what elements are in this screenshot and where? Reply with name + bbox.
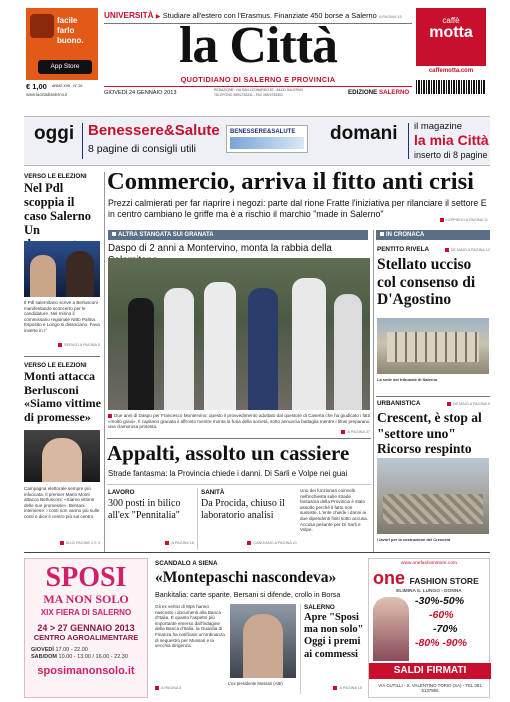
side-headline[interactable]: Apre "Sposi ma non solo" Oggi i premi ai commessi [304, 612, 364, 660]
appalti-sub2-kicker: SANITÀ [201, 489, 225, 496]
appalti-sub1-kicker: LAVORO [108, 489, 135, 496]
building [387, 332, 479, 362]
left-story2-page [24, 541, 100, 545]
lead-page [380, 218, 488, 222]
left-story2-kicker: VERSO LE ELEZIONI [24, 362, 87, 369]
page-marker-icon [155, 686, 159, 690]
appalti-sub1-headline[interactable]: 300 posti in bilico all'ex "Pennitalia" [108, 498, 181, 521]
coffee-url[interactable]: caffemotta.com [428, 68, 474, 74]
promo-insert-image [230, 137, 304, 149]
address-line-2: TELEFONO 089/2783311 - FAX 089/2783302 [214, 93, 283, 97]
right-story1-headline[interactable]: Stellato ucciso col consenso di D'Agostino [377, 256, 476, 308]
tag-marker-icon [112, 232, 116, 236]
lead-page-text: LOPPIEDO A PAGINA 11 [445, 218, 488, 222]
construction-site [383, 494, 483, 524]
left-divider [24, 356, 100, 357]
left-story2-headline[interactable]: Monti attacca Berlusconi «Siamo vittime di promesse» [24, 369, 101, 424]
page-marker-icon [165, 541, 169, 545]
discount-3: -70% [433, 623, 458, 635]
ad-line-1: facile [57, 16, 78, 25]
address-line-1: REDAZIONE: VIA SAN LEONARDO 52 - 84131 SALERNO [214, 88, 304, 92]
sposi-subtitle: XIX FIERA DI SALERNO [40, 608, 132, 617]
website[interactable]: www.lacittadisalerno.it [26, 92, 68, 97]
sposi-title-2: MA NON SOLO [43, 592, 129, 606]
promo-insert-badge: BENESSERE&SALUTE [230, 129, 296, 135]
appalti-sub2-headline[interactable]: Da Procida, chiuso il laboratorio analisi [201, 498, 285, 521]
hours-time-2: 10.00 - 13.00 / 16.00 - 22.30 [58, 654, 128, 660]
photo-story-caption-text: Due anni di Daspo per Francesco Montervino: questo il provvedimento adottato dal questore di Caserta che ha giudicato i fatti «molto gravi». Il capitano granata il affronto mentre monta la furia della società, sotto annuncia battaglia mentre i tifosi preparano una clamorosa protesta. [108, 413, 370, 430]
fashion-ad[interactable] [368, 558, 490, 698]
fashion-brand [373, 568, 489, 589]
mps-side-rule [300, 604, 301, 694]
page-marker-icon [247, 541, 251, 545]
crescent-photo [377, 458, 489, 534]
center-column-rule [373, 230, 374, 552]
promo-tomorrow-title: la mia Città [414, 132, 489, 148]
right-story1-kicker: PENTITO RIVELA [377, 246, 430, 253]
app-icon [30, 14, 54, 38]
tribunal-photo [377, 318, 489, 374]
right-story2-page-text: DE MAIO A PAGINA 9 [452, 402, 490, 406]
edition-city: SALERNO [378, 89, 410, 96]
right-section-text: IN CRONACA [386, 232, 425, 238]
right-story2-page [418, 402, 490, 406]
promo-tomorrow-line1: il magazine [414, 121, 463, 132]
appalti-headline[interactable]: Appalti, assolto un cassiere [107, 441, 350, 465]
promo-today-label: oggi [34, 123, 75, 144]
page-marker-icon [445, 248, 449, 252]
mps-headline[interactable]: «Montepaschi nascondeva» [155, 569, 337, 586]
mps-kicker: SCANDALO A SIENA [155, 560, 218, 567]
date: GIOVEDÌ 24 GENNAIO 2013 [104, 90, 177, 96]
photo-story-caption [108, 413, 370, 430]
right-story1-caption: La sede del tribunale di Salerno [377, 377, 438, 382]
fashion-brand-store: FASHION STORE [409, 576, 479, 586]
photo-story-page-text: A PAGINA 37 [347, 430, 370, 434]
discount-1: -30%-50% [415, 595, 465, 607]
appalti-sub2-page-text: CANGIANO A PAGINA 21 [253, 541, 297, 545]
promo-divider-2 [408, 123, 409, 159]
left-ad[interactable] [26, 8, 98, 80]
newspaper-logo: la Città [178, 17, 338, 74]
right-story2-headline[interactable]: Crescent, è stop al "settore uno" Ricorso respinto [377, 410, 482, 456]
mussari-caption: L'ex presidente Mussari (ABI) [228, 681, 283, 686]
page-marker-icon [447, 402, 451, 406]
appalti-sub1-page [108, 541, 194, 545]
left-story1-kicker: VERSO LE ELEZIONI [24, 173, 87, 180]
photo-story-headline[interactable]: Daspo di 2 anni a Montervino, monta la rabbia della [108, 243, 332, 254]
teaser-page: A PAGINA 15 [379, 15, 402, 19]
appalti-top-rule [107, 438, 371, 439]
monti-portrait [42, 438, 82, 482]
lead-headline[interactable]: Commercio, arriva il fitto anti crisi [107, 168, 474, 195]
fashion-brand-one: one [373, 568, 406, 588]
promo-insert-thumb [226, 125, 308, 153]
newspaper-subtitle: QUOTIDIANO DI SALERNO E PROVINCIA [180, 75, 336, 84]
fashion-address: VIA CUTILLI - S. VALENTINO TORIO (SA) - TEL 081 5137855 [378, 683, 482, 694]
left-column-rule [104, 172, 105, 552]
sposi-hours-row-2 [31, 654, 147, 660]
page-marker-icon [58, 343, 62, 347]
hours-day-1: GIOVEDÌ [31, 647, 54, 653]
player-4 [248, 288, 278, 410]
barcode [416, 80, 486, 94]
sposi-website[interactable]: sposimanonsolo.it [37, 665, 135, 677]
ad-line-3: buono. [57, 36, 84, 45]
edition-label [348, 89, 409, 96]
dateline-rule [104, 86, 412, 87]
left-story1-caption: Il Pdl salernitano scrive a Berlusconi manifestando sconcerto per le candidature. Nel mirino il commissario regionale Nitto Palma. Esposito e Longo si dissociano. Fava inverte in I° [24, 300, 100, 333]
ad-line-2: farlo [57, 26, 75, 35]
player-3 [204, 282, 236, 410]
portrait-1 [30, 255, 56, 297]
section-marker-icon [380, 232, 384, 236]
fashion-tagline: ELIMINA IL LUNGO - DONNA [396, 589, 462, 594]
edition-word: EDIZIONE [348, 89, 378, 96]
right-divider [376, 396, 490, 397]
mps-deck: Bankitalia: carte sparite. Bersani si difende, crollo in Borsa [155, 590, 341, 599]
page-marker-icon [60, 541, 64, 545]
promo-divider-1 [82, 123, 83, 159]
edition-number: ANNO XVII - N° 20 [52, 84, 83, 88]
right-section-bar [376, 230, 490, 240]
page-marker-icon [333, 686, 337, 690]
left-story2-body: Campagna elettorale sempre più infuocata. Il premier Mario Monti attacca Berlusconi: «Siamo vittime delle sue promesse». Bersani interviene: i conti non vanno più sulle conti e dice il centro più sul centro. [24, 486, 100, 519]
discount-4: -80% -90% [415, 637, 467, 649]
caption-marker-icon [108, 414, 112, 418]
teaser-arrow-icon: ▶ [155, 14, 161, 20]
right-story2-caption: I lavori per la costruzione del Crescent [377, 537, 451, 542]
page-marker-icon [341, 430, 345, 434]
right-story1-page [418, 248, 490, 252]
hours-time-1: 17.00 - 22.00 [55, 647, 88, 653]
side-page [304, 686, 362, 690]
promo-tomorrow-sub: inserto di 8 pagine [414, 150, 488, 160]
promo-band[interactable] [24, 116, 490, 166]
sposi-title-1: SPOSI [45, 562, 127, 593]
coffee-brand: motta [429, 24, 473, 41]
mps-page-text: A PAGINA 8 [161, 686, 182, 690]
appalti-deck-rule [107, 484, 371, 485]
side-page-text: A PAGINA 15 [339, 686, 362, 690]
sposi-venue: CENTRO AGROALIMENTARE [33, 633, 139, 642]
coffee-brand-top: caffè [442, 16, 460, 25]
appalti-sub1-page-text: A PAGINA 18 [171, 541, 194, 545]
left-story1-photo [24, 241, 100, 297]
player-5 [292, 278, 326, 410]
mps-body: Gli ex vertici di Mps hanno nascosto i documenti alla Banca d'Italia. È quanto l'aspetto più importante emerso dall'indagine della Banca d'Italia, la Guardia di Finanza ha notificato un'ordinanza di sequestro per Mussari e la vecchia dirigenza. [155, 604, 225, 649]
sposi-hours-row-1 [31, 647, 147, 653]
promo-tomorrow-label: domani [330, 123, 398, 144]
left-story1-page [24, 343, 100, 347]
right-ad[interactable] [416, 8, 486, 66]
sposi-ad[interactable] [24, 558, 148, 698]
left-story1-page-text: SERVIZI A PAGINA 5 [64, 343, 100, 347]
appalti-deck: Strade fantasma: la Provincia chiede i danni. Di Sarli e Volpe nei guai [108, 469, 348, 478]
left-story2-photo [24, 430, 100, 482]
teaser-section: UNIVERSITÀ [104, 11, 154, 20]
photo-story-tag-text: ALTRA STANGATA SUI GRANATA [118, 232, 214, 238]
page-marker-icon [440, 218, 444, 222]
sposi-dates: 24 > 27 GENNAIO 2013 [37, 623, 135, 633]
app-store-badge[interactable]: App Store [38, 60, 92, 74]
fashion-sale: SALDI FIRMATI [369, 663, 491, 679]
teaser-text: Studiare all'estero con l'Erasmus. Finanziate 450 borse a Salerno [162, 11, 377, 20]
photo-story-tag [108, 230, 368, 240]
fashion-model [373, 597, 409, 661]
appalti-sub2-page [201, 541, 297, 545]
promo-today-sub: 8 pagine di consigli utili [88, 143, 196, 155]
bottom-rule [24, 552, 490, 553]
lead-deck: Prezzi calmierati per far riaprire i negozi: parte dal rione Fratte l'iniziativa per rilanciare il settore E in centro cambiano le griffe ma è a rischio il marchio "made in Salerno" [108, 198, 487, 220]
player-6 [334, 294, 362, 410]
price: € 1,00 [26, 82, 47, 91]
left-story1-headline[interactable]: Nel Pdl scoppia il caso Salerno Un [24, 181, 92, 237]
player-1 [128, 298, 154, 410]
mps-page [155, 686, 181, 690]
mussari-portrait [243, 614, 283, 678]
player-2 [164, 288, 194, 410]
appalti-body: Uno dei funzionari coinvolti nell'inchiesta sulle strade fantasma della Provincia è stato assolto perché il fatto non sussiste. L'ente chiede i danni ai due dipendenti finiti sotto accusa. Accusa pesante per Di Sarli e Volpe. [300, 488, 368, 533]
appalti-sub-divider [197, 488, 198, 550]
mussari-photo [230, 604, 296, 678]
right-story1-page-text: DE MAIO A PAGINA 12 [450, 248, 490, 252]
football-photo [108, 258, 370, 410]
right-story2-kicker: URBANISTICA [377, 400, 421, 407]
left-story2-page-text: ALLE PAGINE 2 E 3 [65, 541, 100, 545]
photo-story-page [300, 430, 370, 434]
side-kicker: SALERNO [304, 604, 335, 611]
portrait-2 [66, 251, 94, 297]
hours-day-2: SAB/DOM [31, 654, 57, 660]
discount-2: -60% [429, 609, 454, 621]
fashion-url[interactable]: www.onefashionstore.com [401, 561, 457, 566]
promo-today-title: Benessere&Salute [88, 122, 220, 139]
